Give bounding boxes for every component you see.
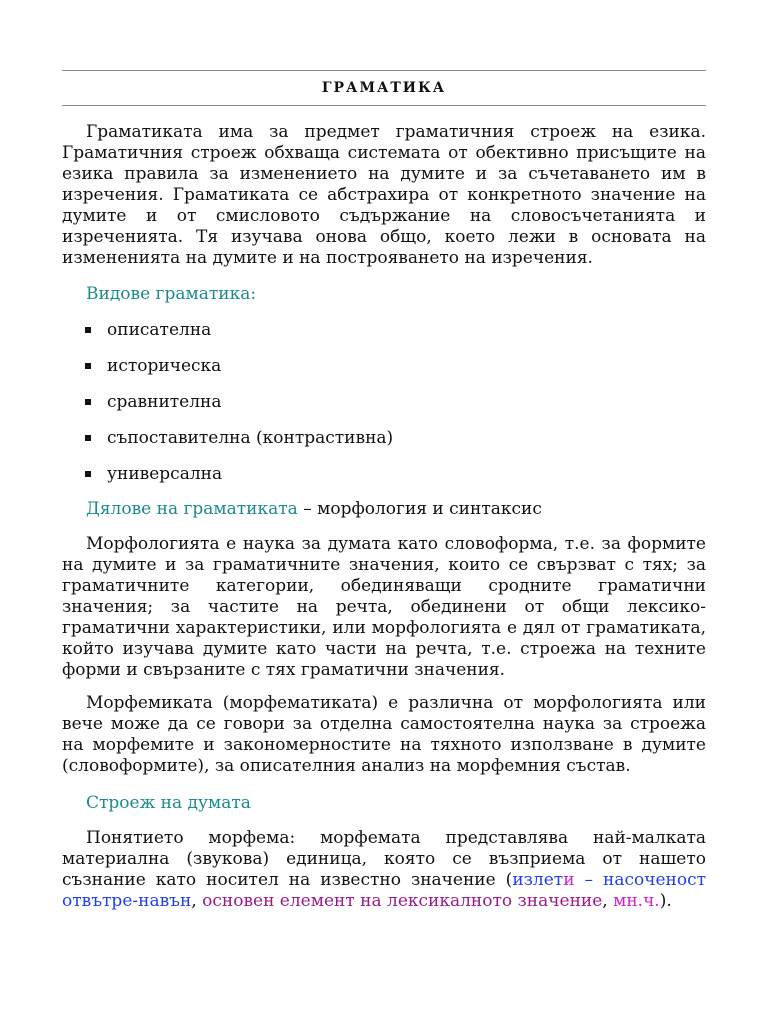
example-sep: – bbox=[574, 870, 603, 890]
square-bullet-icon bbox=[85, 435, 91, 441]
types-list bbox=[62, 320, 706, 485]
intro-paragraph: Граматиката има за предмет граматичния строеж на езика. Граматичния строеж обхваща системата от обективно присъщите на езика правила за изменението на думите и за съчетаването им в изречения. Граматиката се абстрахира от конкретното значение на думите и от смисловото съдържание на словосъчетанията и изреченията. Тя изучава онова общо, което лежи в основата на измененията на думите и на построяването на изречения. bbox=[62, 122, 706, 268]
sections-rest: – морфология и синтаксис bbox=[297, 499, 542, 519]
title-rule bbox=[62, 105, 706, 106]
morpheme-paragraph: Понятието морфема: морфемата представлява най-малката материална (звукова) единица, която се възприема от нашето съзнание като носител на известно значение (излети – насоченост отвътре-навън, основен елемент на лексикалното значение, мн.ч.). bbox=[62, 828, 706, 911]
example-root: излет bbox=[512, 870, 564, 890]
word-structure-heading: Строеж на думата bbox=[86, 793, 251, 813]
example-plural: мн.ч. bbox=[613, 891, 660, 911]
sections-label: Дялове на граматиката bbox=[86, 499, 298, 519]
list-item: универсална bbox=[62, 464, 706, 485]
morphemics-paragraph: Морфемиката (морфематиката) е различна от морфологията или вече може да се говори за отделна самостоятелна наука за строежа на морфемите и закономерностите на тяхното използване в думите (словоформите), за описателния анализ на морфемния състав. bbox=[62, 693, 706, 776]
square-bullet-icon bbox=[85, 363, 91, 369]
square-bullet-icon bbox=[85, 327, 91, 333]
list-item: сравнителна bbox=[62, 392, 706, 413]
example-lexical: основен елемент на лексикалното значение bbox=[202, 891, 603, 911]
example-direction: насоченост отвътре-навън bbox=[62, 870, 706, 911]
document-page bbox=[62, 70, 706, 912]
list-item: историческа bbox=[62, 356, 706, 377]
example-suffix: и bbox=[563, 870, 575, 890]
morphology-paragraph: Морфологията е наука за думата като словоформа, т.е. за формите на думите и за граматичните значения, които се свързват с тях; за граматичните категории, обединяващи сродните граматични значения; за частите на речта, обединени от общи лексико-граматични характеристики, или морфологията е дял от граматиката, който изучава думите като части на речта, т.е. строежа на техните форми и свързаните с тях граматични значения. bbox=[62, 534, 706, 680]
square-bullet-icon bbox=[85, 471, 91, 477]
types-heading: Видове граматика: bbox=[86, 284, 257, 304]
list-item: описателна bbox=[62, 320, 706, 341]
page-title: ГРАМАТИКА bbox=[321, 80, 447, 96]
list-item: съпоставителна (контрастивна) bbox=[62, 428, 706, 449]
square-bullet-icon bbox=[85, 399, 91, 405]
sections-line bbox=[62, 499, 706, 520]
